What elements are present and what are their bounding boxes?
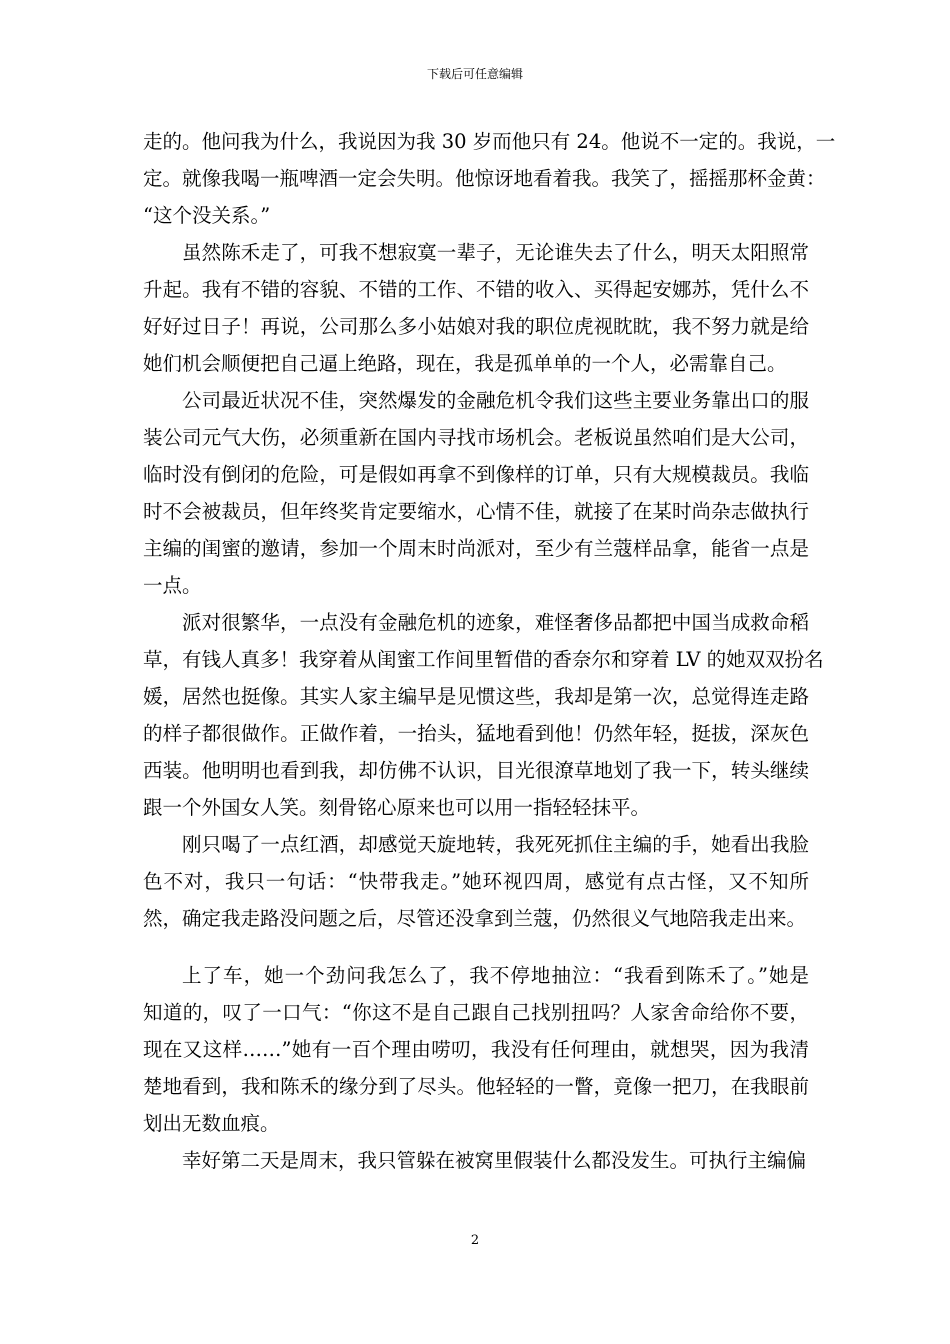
paragraph [143, 604, 824, 826]
text-line: 色不对，我只一句话：“快带我走。”她环视四周，感觉有点古怪，又不知所 [143, 870, 809, 893]
text-line: 她们机会顺便把自己逼上绝路，现在，我是孤单单的一个人，必需靠自己。 [143, 352, 787, 375]
text-line: 升起。我有不错的容貌、不错的工作、不错的收入、买得起安娜苏，凭什么不 [143, 278, 809, 301]
text-line: 时不会被裁员，但年终奖肯定要缩水，心情不佳，就接了在某时尚杂志做执行 [143, 500, 809, 523]
text-line: 临时没有倒闭的危险，可是假如再拿不到像样的订单，只有大规模裁员。我临 [143, 463, 809, 486]
text-line: “这个没关系。” [143, 204, 271, 227]
text-line: 划出无数血痕。 [143, 1112, 280, 1135]
paragraph [143, 234, 809, 382]
text-line: 草，有钱人真多！我穿着从闺蜜工作间里暂借的香奈尔和穿着 LV 的她双双扮名 [143, 648, 824, 671]
text-line: 主编的闺蜜的邀请，参加一个周末时尚派对，至少有兰蔻样品拿，能省一点是 [143, 537, 809, 560]
text-line: 走的。他问我为什么，我说因为我 30 岁而他只有 24。他说不一定的。我说，一 [143, 130, 836, 153]
paragraph [143, 826, 809, 937]
text-line: 派对很繁华，一点没有金融危机的迹象，难怪奢侈品都把中国当成救命稻 [182, 611, 809, 634]
text-line: 刚只喝了一点红酒，却感觉天旋地转，我死死抓住主编的手，她看出我脸 [182, 833, 809, 856]
page-number: 2 [470, 1233, 480, 1248]
text-line: 媛，居然也挺像。其实人家主编早是见惯这些，我却是第一次，总觉得连走路 [143, 685, 809, 708]
text-line: 虽然陈禾走了，可我不想寂寞一辈子，无论谁失去了什么，明天太阳照常 [182, 241, 809, 264]
text-line: 然，确定我走路没问题之后，尽管还没拿到兰蔻，仍然很义气地陪我走出来。 [143, 907, 807, 930]
text-line: 好好过日子！再说，公司那么多小姑娘对我的职位虎视眈眈，我不努力就是给 [143, 315, 809, 338]
text-line: 知道的，叹了一口气：“你这不是自己跟自己找别扭吗？人家舍命给你不要， [143, 1001, 809, 1024]
text-line: 的样子都很做作。正做作着，一抬头，猛地看到他！仍然年轻，挺拔，深灰色 [143, 722, 809, 745]
page-header: 下载后可任意编辑 [426, 67, 523, 81]
paragraph [143, 123, 836, 234]
paragraph [143, 382, 809, 604]
text-line: 上了车，她一个劲问我怎么了，我不停地抽泣：“我看到陈禾了。”她是 [182, 964, 809, 987]
text-line: 一点。 [143, 574, 202, 597]
text-line: 装公司元气大伤，必须重新在国内寻找市场机会。老板说虽然咱们是大公司， [143, 426, 809, 449]
text-line: 楚地看到，我和陈禾的缘分到了尽头。他轻轻的一瞥，竟像一把刀，在我眼前 [143, 1075, 809, 1098]
paragraph [143, 1142, 809, 1179]
text-line: 定。就像我喝一瓶啤酒一定会失明。他惊讶地看着我。我笑了，摇摇那杯金黄： [143, 167, 826, 190]
document-body [143, 123, 836, 1179]
paragraph [143, 957, 809, 1142]
text-line: 跟一个外国女人笑。刻骨铭心原来也可以用一指轻轻抹平。 [143, 796, 651, 819]
text-line: 现在又这样……”她有一百个理由唠叨，我没有任何理由，就想哭，因为我清 [143, 1038, 809, 1061]
paragraph-gap [143, 937, 809, 957]
text-line: 西装。他明明也看到我，却仿佛不认识，目光很潦草地划了我一下，转头继续 [143, 759, 809, 782]
text-line: 公司最近状况不佳，突然爆发的金融危机令我们这些主要业务靠出口的服 [182, 389, 809, 412]
text-line: 幸好第二天是周末，我只管躲在被窝里假装什么都没发生。可执行主编偏 [182, 1149, 807, 1172]
